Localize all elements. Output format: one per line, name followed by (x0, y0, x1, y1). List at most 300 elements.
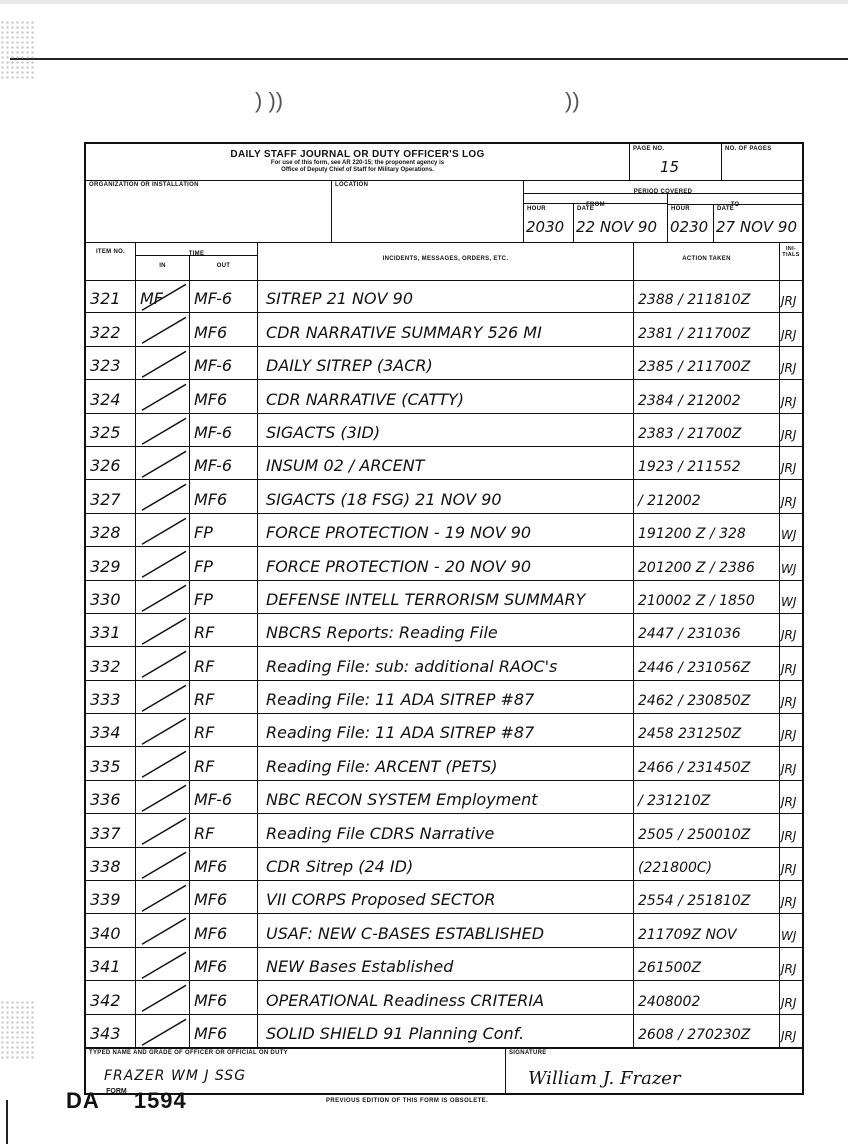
time-out-cell (190, 881, 258, 913)
action-taken-cell (634, 581, 780, 613)
time-out-cell (190, 313, 258, 345)
item-no-cell (86, 347, 136, 379)
initials-cell (780, 781, 802, 813)
time-in-slash (138, 514, 188, 546)
no-of-pages-box (722, 144, 806, 180)
initials-cell (780, 981, 802, 1013)
incident-text-cell (258, 914, 634, 946)
initials-cell (780, 914, 802, 946)
log-entry-row (86, 414, 802, 447)
margin-pencil-mark: )) (565, 88, 580, 113)
log-entry-row (86, 647, 802, 680)
initials-cell (780, 347, 802, 379)
time-out-cell (190, 1015, 258, 1047)
from-date-value: 22 NOV 90 (576, 218, 657, 236)
action-taken-cell (634, 647, 780, 679)
action-taken-cell (634, 881, 780, 913)
log-entry-row (86, 848, 802, 881)
action-taken: 2383 / 21700Z (638, 425, 742, 442)
time-in-cell (136, 981, 190, 1013)
incident-text: CDR Sitrep (24 ID) (266, 857, 414, 877)
item-no-cell (86, 981, 136, 1013)
incident-text: FORCE PROTECTION - 20 NOV 90 (266, 556, 532, 576)
action-taken-cell (634, 480, 780, 512)
page-no-box (630, 144, 722, 180)
time-in-slash (138, 914, 188, 946)
action-taken-cell (634, 547, 780, 579)
log-entry-row (86, 313, 802, 346)
time-in-cell (136, 1015, 190, 1047)
time-out-cell (190, 380, 258, 412)
action-taken: 2505 / 250010Z (638, 826, 751, 843)
initials-cell (780, 681, 802, 713)
incident-text: Reading File: ARCENT (PETS) (266, 756, 498, 776)
action-taken: 211709Z NOV (638, 926, 737, 943)
to-hour-cell (668, 204, 714, 242)
action-taken: (221800C) (638, 860, 713, 877)
incident-text-cell (258, 814, 634, 846)
action-taken: 201200 Z / 2386 (638, 559, 755, 576)
incident-text: SIGACTS (18 FSG) 21 NOV 90 (266, 489, 502, 509)
action-taken: 2462 / 230850Z (638, 693, 751, 710)
time-out-cell (190, 681, 258, 713)
time-out-cell (190, 848, 258, 880)
action-taken: 2388 / 211810Z (638, 292, 751, 309)
action-taken-cell (634, 781, 780, 813)
initials: JRJ (781, 494, 797, 509)
incident-text: Reading File: sub: additional RAOC's (266, 656, 558, 676)
action-taken-cell (634, 714, 780, 746)
initials: JRJ (781, 461, 797, 476)
item-no: 327 (90, 489, 121, 509)
action-taken: / 231210Z (638, 793, 711, 810)
incident-text: INSUM 02 / ARCENT (266, 456, 425, 476)
incident-text: SITREP 21 NOV 90 (266, 289, 414, 309)
incident-text: Reading File: 11 ADA SITREP #87 (266, 690, 535, 710)
time-out: MF-6 (194, 790, 233, 810)
time-out: FP (194, 523, 213, 543)
location-label: LOCATION (335, 182, 369, 188)
item-no: 324 (90, 389, 121, 409)
time-out: FP (194, 556, 213, 576)
scan-top-edge (0, 0, 848, 4)
action-taken-cell (634, 313, 780, 345)
item-no: 323 (90, 356, 121, 376)
no-of-pages-label: NO. OF PAGES (725, 146, 772, 152)
initials: JRJ (781, 828, 797, 843)
initials: JRJ (781, 995, 797, 1010)
time-in-cell (136, 747, 190, 779)
incident-text-cell (258, 480, 634, 512)
time-in-cell (136, 414, 190, 446)
to-date-value: 27 NOV 90 (716, 218, 797, 236)
initials-cell (780, 447, 802, 479)
time-out-cell (190, 447, 258, 479)
initials-cell (780, 313, 802, 345)
time-out-cell (190, 614, 258, 646)
margin-pencil-mark: ) )) (255, 88, 284, 113)
time-in-slash (138, 414, 188, 446)
incident-text: SIGACTS (3ID) (266, 422, 381, 442)
time-in-cell (136, 681, 190, 713)
to-label: TO (730, 202, 740, 208)
action-taken-cell (634, 1015, 780, 1047)
initials-cell (780, 948, 802, 980)
time-out: MF6 (194, 923, 228, 943)
incident-text: VII CORPS Proposed SECTOR (266, 890, 496, 910)
time-in-cell (136, 781, 190, 813)
period-covered-box (524, 180, 802, 242)
incident-text: DAILY SITREP (3ACR) (266, 356, 433, 376)
initials: WJ (781, 561, 797, 576)
time-in-cell (136, 313, 190, 345)
signature-box (506, 1048, 802, 1095)
initials-cell (780, 614, 802, 646)
time-in-cell (136, 380, 190, 412)
time-in-cell (136, 614, 190, 646)
item-no: 342 (90, 990, 121, 1010)
form-subtitle: Office of Deputy Chief of Staff for Military Operations. (281, 167, 434, 173)
initials-cell (780, 280, 802, 312)
initials: JRJ (781, 962, 797, 977)
initials-cell (780, 480, 802, 512)
action-taken: 1923 / 211552 (638, 459, 741, 476)
scan-top-line (10, 58, 848, 60)
initials-cell (780, 414, 802, 446)
incident-text: FORCE PROTECTION - 19 NOV 90 (266, 523, 532, 543)
initials-cell (780, 747, 802, 779)
time-in-slash (138, 647, 188, 679)
time-in-slash (138, 881, 188, 913)
item-no: 333 (90, 690, 121, 710)
initials-cell (780, 881, 802, 913)
time-out-cell (190, 414, 258, 446)
typed-name-label: TYPED NAME AND GRADE OF OFFICER OR OFFICIAL ON DUTY (89, 1050, 288, 1056)
time-in-cell (136, 547, 190, 579)
initials: JRJ (781, 361, 797, 376)
time-in-cell (136, 280, 190, 312)
to-hour-value: 0230 (670, 218, 709, 236)
time-in-cell (136, 948, 190, 980)
time-out: MF6 (194, 489, 228, 509)
time-out-cell (190, 547, 258, 579)
time-out-cell (190, 814, 258, 846)
incident-text-cell (258, 981, 634, 1013)
log-entry-row (86, 881, 802, 914)
action-taken-cell (634, 747, 780, 779)
item-no: 335 (90, 756, 121, 776)
item-no: 329 (90, 556, 121, 576)
item-no: 336 (90, 790, 121, 810)
log-entry-row (86, 547, 802, 580)
action-taken: 2554 / 251810Z (638, 893, 751, 910)
log-entry-row (86, 747, 802, 780)
duty-log-form (84, 142, 804, 1095)
incident-text-cell (258, 848, 634, 880)
initials: JRJ (781, 327, 797, 342)
item-no: 331 (90, 623, 121, 643)
incident-text: NBCRS Reports: Reading File (266, 623, 498, 643)
log-entry-row (86, 514, 802, 547)
date-label: DATE (577, 206, 595, 212)
time-in-slash (138, 981, 188, 1013)
log-entry-row (86, 581, 802, 614)
time-in: MF (140, 289, 164, 309)
page-no-value: 15 (660, 158, 680, 176)
action-taken: 2384 / 212002 (638, 392, 741, 409)
time-out-cell (190, 514, 258, 546)
initials: JRJ (781, 895, 797, 910)
time-out: MF6 (194, 389, 228, 409)
action-taken-cell (634, 814, 780, 846)
incident-text-cell (258, 1015, 634, 1047)
action-taken: 210002 Z / 1850 (638, 592, 755, 609)
action-taken: 2381 / 211700Z (638, 325, 751, 342)
scan-left-bar (6, 1100, 8, 1144)
incident-text: NEW Bases Established (266, 957, 454, 977)
initials: JRJ (781, 628, 797, 643)
action-taken: 2408002 (638, 993, 701, 1010)
initials: WJ (781, 594, 797, 609)
initials: WJ (781, 928, 797, 943)
time-in-slash (138, 547, 188, 579)
item-no: 340 (90, 923, 121, 943)
incident-text-cell (258, 380, 634, 412)
item-no: 321 (90, 289, 121, 309)
incident-text: DEFENSE INTELL TERRORISM SUMMARY (266, 589, 586, 609)
incident-text-cell (258, 581, 634, 613)
item-no: 343 (90, 1023, 121, 1043)
time-in-cell (136, 814, 190, 846)
time-out: RF (194, 723, 215, 743)
signature-label: SIGNATURE (509, 1050, 547, 1056)
item-no-cell (86, 881, 136, 913)
hour-label: HOUR (671, 206, 690, 212)
log-entry-row (86, 1015, 802, 1048)
log-entry-row (86, 781, 802, 814)
organization-box (86, 180, 332, 242)
incidents-header: INCIDENTS, MESSAGES, ORDERS, ETC. (258, 242, 634, 280)
log-entry-row (86, 614, 802, 647)
initials: JRJ (781, 427, 797, 442)
item-no-cell (86, 714, 136, 746)
time-in-slash (138, 380, 188, 412)
incident-text: CDR NARRATIVE (CATTY) (266, 389, 465, 409)
form-number: DA $^{FORM}$ 1594 (66, 1088, 187, 1113)
scan-speckle-top (0, 20, 34, 80)
item-no-cell (86, 514, 136, 546)
incident-text-cell (258, 447, 634, 479)
log-entry-row (86, 480, 802, 513)
item-no-cell (86, 647, 136, 679)
item-no-cell (86, 914, 136, 946)
incident-text-cell (258, 614, 634, 646)
time-out-cell (190, 781, 258, 813)
log-entry-row (86, 681, 802, 714)
action-taken-cell (634, 514, 780, 546)
time-out: RF (194, 656, 215, 676)
initials: JRJ (781, 695, 797, 710)
initials: JRJ (781, 728, 797, 743)
time-out: MF6 (194, 322, 228, 342)
time-in-cell (136, 347, 190, 379)
time-out-cell (190, 981, 258, 1013)
time-out: MF-6 (194, 456, 233, 476)
action-taken: 2608 / 270230Z (638, 1026, 751, 1043)
time-out: RF (194, 623, 215, 643)
item-no: 337 (90, 823, 121, 843)
item-no: 322 (90, 322, 121, 342)
item-no-cell (86, 380, 136, 412)
log-entry-row (86, 981, 802, 1014)
time-out-cell (190, 914, 258, 946)
time-in-cell (136, 447, 190, 479)
time-out-cell (190, 347, 258, 379)
form-title-block (86, 144, 630, 180)
incident-text-cell (258, 948, 634, 980)
time-out-cell (190, 647, 258, 679)
action-taken-cell (634, 981, 780, 1013)
item-no: 341 (90, 957, 121, 977)
time-in-cell (136, 714, 190, 746)
action-taken-cell (634, 914, 780, 946)
initials-cell (780, 814, 802, 846)
initials-header: INI-TIALS (782, 246, 800, 258)
hour-label: HOUR (527, 206, 546, 212)
scan-speckle-bottom (0, 1000, 34, 1060)
time-in-slash (138, 480, 188, 512)
time-out: MF-6 (194, 289, 233, 309)
item-no: 326 (90, 456, 121, 476)
action-taken-cell (634, 414, 780, 446)
incident-text-cell (258, 714, 634, 746)
action-taken-cell (634, 280, 780, 312)
item-no: 332 (90, 656, 121, 676)
incident-text-cell (258, 647, 634, 679)
action-taken: 2447 / 231036 (638, 626, 741, 643)
time-out-cell (190, 480, 258, 512)
log-entry-row (86, 280, 802, 313)
time-out-cell (190, 280, 258, 312)
item-no: 338 (90, 857, 121, 877)
action-taken: 2385 / 211700Z (638, 359, 751, 376)
initials: JRJ (781, 761, 797, 776)
time-out: MF6 (194, 857, 228, 877)
log-entry-row (86, 714, 802, 747)
incident-text-cell (258, 280, 634, 312)
time-out-cell (190, 948, 258, 980)
item-no-header: ITEM NO. (86, 242, 136, 280)
time-in-slash (138, 347, 188, 379)
initials-cell (780, 514, 802, 546)
time-in-slash (138, 848, 188, 880)
incident-text-cell (258, 313, 634, 345)
time-out: RF (194, 756, 215, 776)
incident-text-cell (258, 747, 634, 779)
from-date-cell (574, 204, 668, 242)
action-taken-cell (634, 614, 780, 646)
time-out: MF6 (194, 990, 228, 1010)
time-out: MF6 (194, 1023, 228, 1043)
initials-cell (780, 547, 802, 579)
item-no: 339 (90, 890, 121, 910)
time-out: FP (194, 589, 213, 609)
action-taken: 191200 Z / 328 (638, 526, 746, 543)
log-entry-row (86, 814, 802, 847)
time-in-slash (138, 714, 188, 746)
item-no: 334 (90, 723, 121, 743)
previous-edition-note: PREVIOUS EDITION OF THIS FORM IS OBSOLETE. (326, 1098, 489, 1104)
time-in-slash (138, 681, 188, 713)
time-in-cell (136, 514, 190, 546)
time-out-header: OUT (190, 256, 258, 280)
item-no-cell (86, 313, 136, 345)
action-taken-cell (634, 848, 780, 880)
time-in-cell (136, 480, 190, 512)
log-entry-row (86, 948, 802, 981)
from-label: FROM (586, 202, 605, 208)
initials-cell (780, 1015, 802, 1047)
action-taken: / 212002 (638, 492, 701, 509)
initials: WJ (781, 528, 797, 543)
initials-cell (780, 848, 802, 880)
time-in-cell (136, 581, 190, 613)
from-hour-value: 2030 (526, 218, 565, 236)
incident-text-cell (258, 514, 634, 546)
time-in-slash (138, 581, 188, 613)
item-no-cell (86, 614, 136, 646)
item-no-cell (86, 280, 136, 312)
signature-value: William J. Frazer (528, 1068, 681, 1089)
log-entry-row (86, 347, 802, 380)
initials: JRJ (781, 394, 797, 409)
action-taken-header: ACTION TAKEN (634, 242, 780, 280)
period-covered-label: PERIOD COVERED (633, 189, 693, 195)
typed-name-value: FRAZER WM J SSG (104, 1068, 247, 1084)
log-entry-row (86, 914, 802, 947)
time-in-slash (138, 447, 188, 479)
time-in-slash (138, 1015, 188, 1047)
incident-text-cell (258, 681, 634, 713)
time-out: MF6 (194, 890, 228, 910)
log-entry-row (86, 447, 802, 480)
action-taken-cell (634, 447, 780, 479)
action-taken-cell (634, 380, 780, 412)
organization-label: ORGANIZATION OR INSTALLATION (89, 182, 199, 188)
time-in-slash (138, 948, 188, 980)
from-hour-cell (524, 204, 574, 242)
time-in-slash (138, 814, 188, 846)
initials-cell (780, 380, 802, 412)
item-no: 325 (90, 422, 121, 442)
time-in-cell (136, 914, 190, 946)
incident-text: CDR NARRATIVE SUMMARY 526 MI (266, 322, 542, 342)
incident-text-cell (258, 881, 634, 913)
form-title: DAILY STAFF JOURNAL OR DUTY OFFICER'S LOG (230, 149, 485, 160)
item-no: 330 (90, 589, 121, 609)
incident-text: NBC RECON SYSTEM Employment (266, 790, 538, 810)
time-in-slash (138, 747, 188, 779)
action-taken: 2458 231250Z (638, 726, 742, 743)
action-taken: 2446 / 231056Z (638, 659, 751, 676)
time-out-cell (190, 747, 258, 779)
action-taken-cell (634, 347, 780, 379)
log-entry-row (86, 380, 802, 413)
initials-cell (780, 581, 802, 613)
item-no-cell (86, 414, 136, 446)
incident-text: USAF: NEW C-BASES ESTABLISHED (266, 923, 545, 943)
time-in-slash (138, 781, 188, 813)
